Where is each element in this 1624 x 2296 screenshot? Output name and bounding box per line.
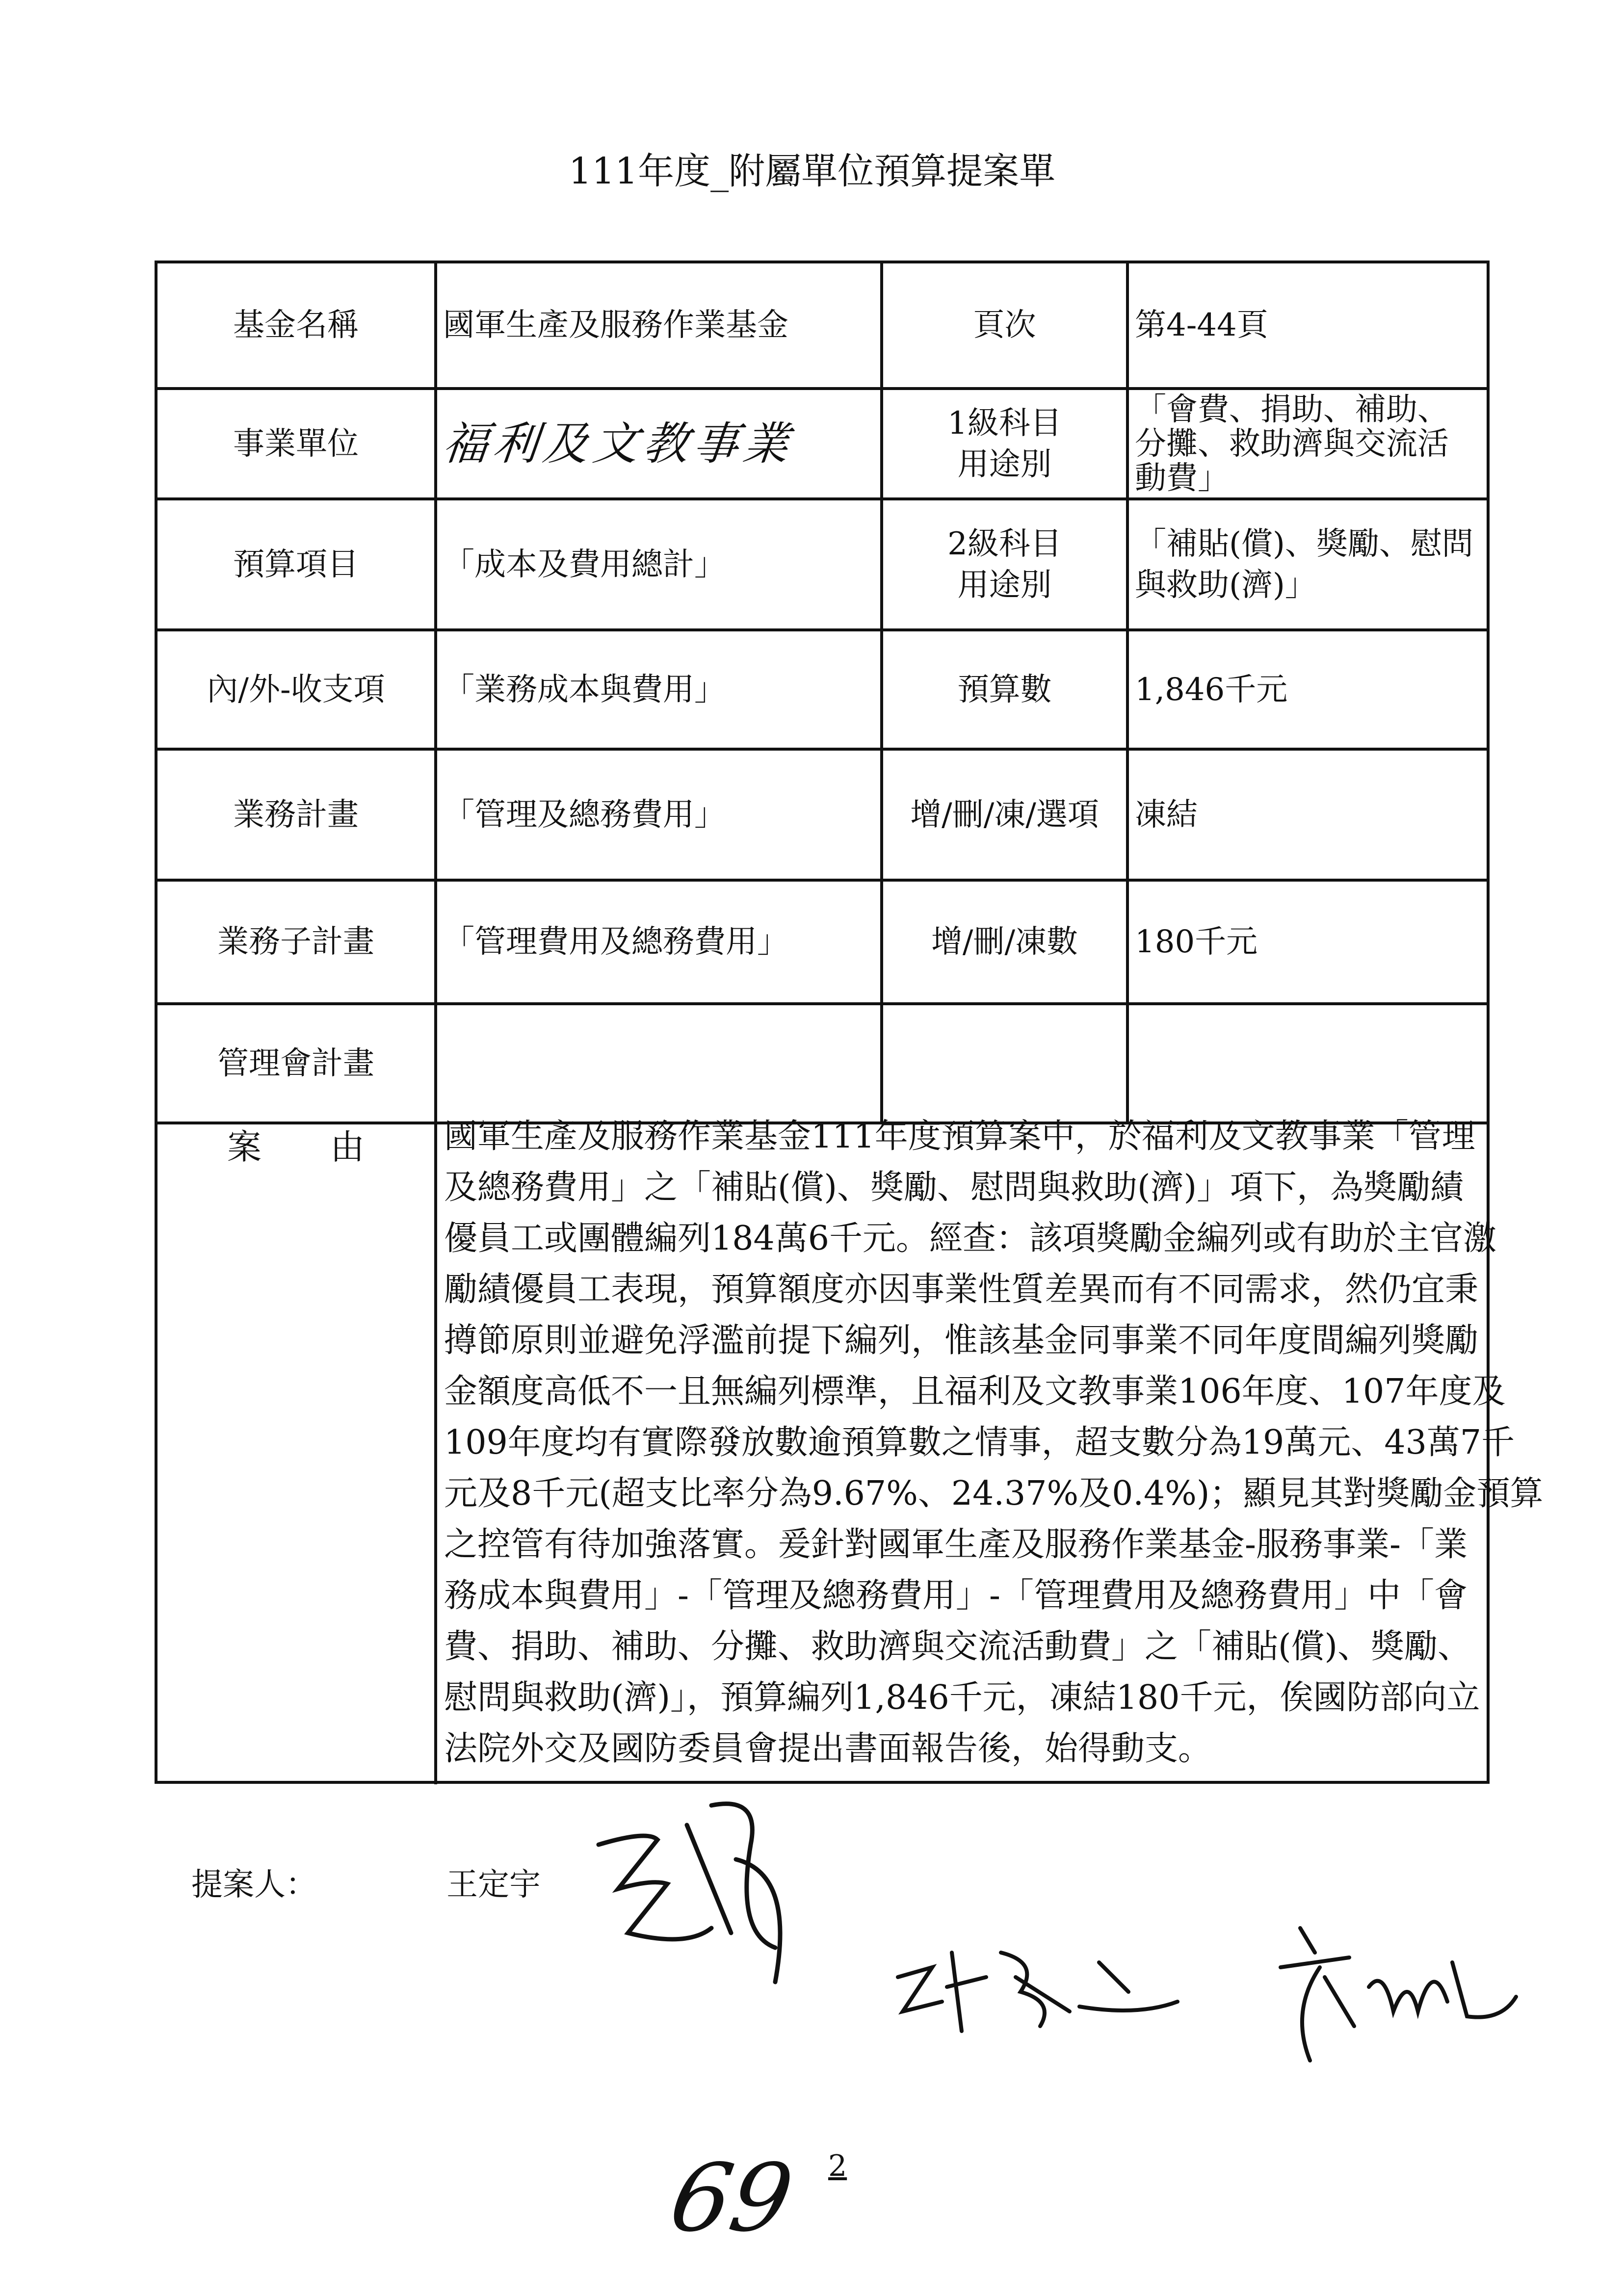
reason-line: 金額度高低不一且無編列標準，且福利及文教事業106年度、107年度及	[444, 1372, 1506, 1411]
label-budget-amount: 預算數	[957, 671, 1052, 708]
label-business-plan: 業務計畫	[233, 796, 359, 833]
value-fund-name: 國軍生產及服務作業基金	[443, 307, 788, 343]
label-level2-use: 2級科目 用途別	[947, 525, 1062, 603]
value-action-option: 凍結	[1135, 796, 1198, 833]
value-budget-amount: 1,846千元	[1135, 671, 1288, 708]
reason-line: 及總務費用」之「補貼(償)、獎勵、慰問與救助(濟)」項下，為獎勵績	[444, 1168, 1464, 1207]
reason-text	[444, 1111, 1544, 1774]
value-level1-use: 「會費、捐助、補助、分攤、救助濟與交流活動費」	[1135, 391, 1449, 496]
reason-line: 國軍生產及服務作業基金111年度預算案中，於福利及文教事業「管理	[444, 1117, 1475, 1156]
page-number: 2	[828, 2149, 847, 2183]
label-reason: 案 由	[227, 1127, 365, 1167]
label-page: 頁次	[973, 307, 1036, 343]
label-budget-item: 預算項目	[233, 546, 359, 583]
handwritten-number: 69	[662, 2144, 801, 2252]
reason-line: 之控管有待加強落實。爰針對國軍生產及服務作業基金-服務事業-「業	[444, 1525, 1467, 1564]
label-sub-plan: 業務子計畫	[217, 924, 374, 960]
label-action-option: 增/刪/凍/選項	[910, 796, 1099, 833]
reason-line: 慰問與救助(濟)」，預算編列1,846千元，凍結180千元，俟國防部向立	[444, 1678, 1480, 1717]
label-management-plan: 管理會計畫	[217, 1045, 374, 1082]
label-level1-use: 1級科目 用途別	[947, 405, 1062, 483]
reason-line: 元及8千元(超支比率分為9.67%、24.37%及0.4%)；顯見其對獎勵金預算	[444, 1474, 1544, 1513]
value-page: 第4-44頁	[1135, 307, 1268, 343]
signature-1	[589, 1786, 834, 1992]
reason-line: 勵績優員工表現，預算額度亦因事業性質差異而有不同需求，然仍宜秉	[444, 1270, 1479, 1309]
label-fund-name: 基金名稱	[233, 307, 359, 343]
label-business-unit: 事業單位	[233, 425, 359, 462]
value-budget-item: 「成本及費用總計」	[443, 546, 726, 583]
signature-2	[893, 1933, 1236, 2041]
value-action-amount: 180千元	[1135, 924, 1258, 960]
proposer-name: 王定宇	[446, 1867, 541, 1903]
value-sub-plan: 「管理費用及總務費用」	[443, 924, 788, 960]
reason-line: 109年度均有實際發放數逾預算數之情事，超支數分為19萬元、43萬7千	[444, 1423, 1515, 1462]
reason-line: 法院外交及國防委員會提出書面報告後，始得動支。	[444, 1729, 1212, 1768]
reason-line: 費、捐助、補助、分攤、救助濟與交流活動費」之「補貼(償)、獎勵、	[444, 1627, 1471, 1666]
value-income-expense: 「業務成本與費用」	[443, 671, 726, 708]
reason-line: 撙節原則並避免浮濫前提下編列，惟該基金同事業不同年度間編列獎勵	[444, 1321, 1479, 1360]
form-title: 111年度_附屬單位預算提案單	[568, 150, 1056, 192]
value-business-unit-handwritten: 福利及文教事業	[440, 417, 796, 470]
proposer-label: 提案人：	[191, 1867, 317, 1903]
reason-line: 優員工或團體編列184萬6千元。經查：該項獎勵金編列或有助於主官激	[444, 1219, 1497, 1258]
signature-3	[1271, 1913, 1526, 2070]
value-level2-use: 「補貼(償)、獎勵、慰問與救助(濟)」	[1135, 525, 1473, 603]
reason-line: 務成本與費用」-「管理及總務費用」-「管理費用及總務費用」中「會	[444, 1576, 1467, 1615]
label-action-amount: 增/刪/凍數	[931, 924, 1078, 960]
value-business-plan: 「管理及總務費用」	[443, 796, 726, 833]
label-income-expense: 內/外-收支項	[207, 671, 385, 708]
